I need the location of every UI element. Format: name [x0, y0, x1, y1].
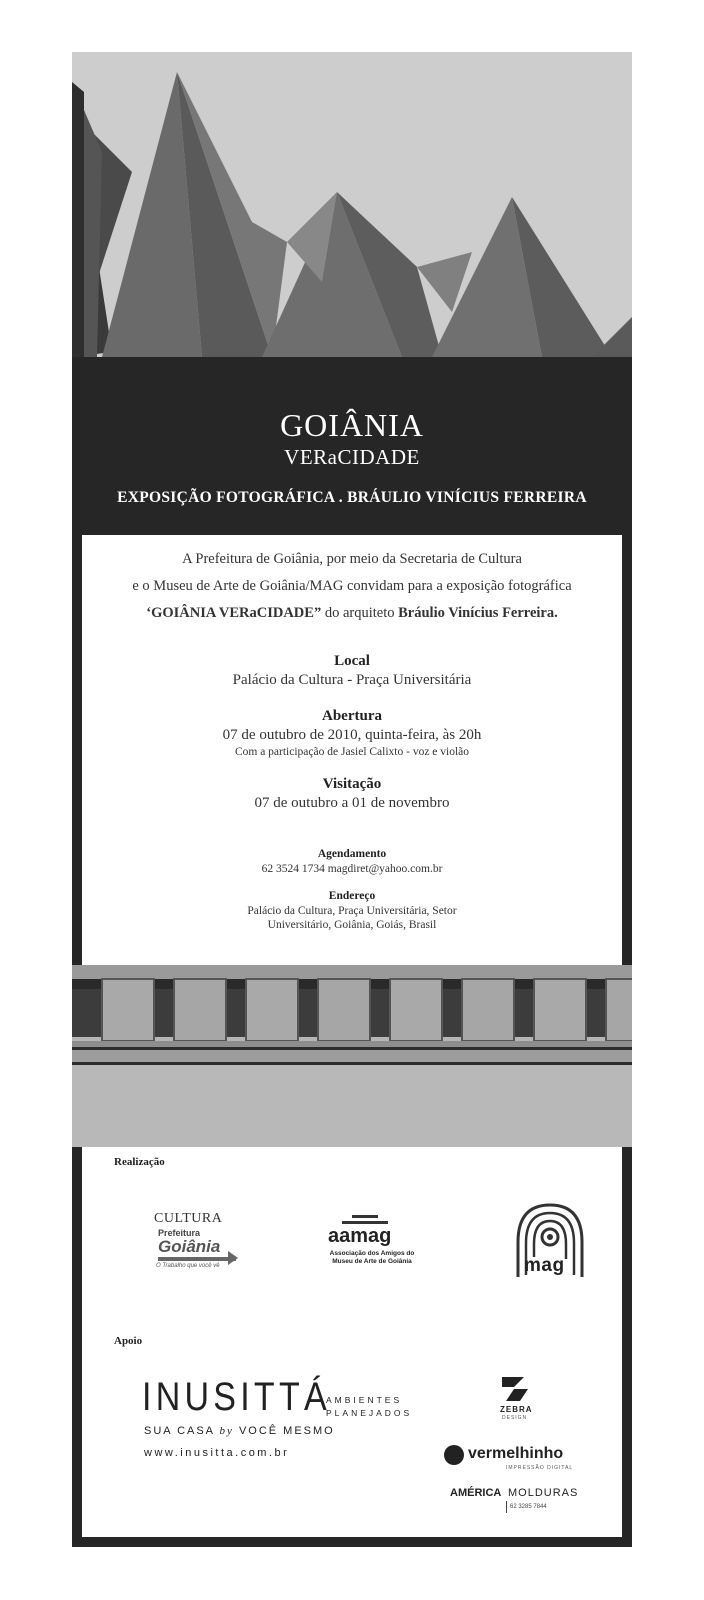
- visitacao-label: Visitação: [322, 776, 382, 792]
- abertura-label: Abertura: [322, 708, 382, 724]
- exhibition-title: GOIÂNIA: [280, 407, 424, 443]
- intro-author: Bráulio Vinícius Ferreira.: [398, 605, 558, 621]
- aamag-line-2: Museu de Arte de Goiânia: [332, 1258, 412, 1265]
- vermelhinho-sub: IMPRESSÃO DIGITAL: [506, 1465, 574, 1471]
- aamag-line-1: Associação dos Amigos do: [329, 1250, 415, 1257]
- prefeitura-word: Prefeitura: [158, 1228, 201, 1238]
- molduras-word: MOLDURAS: [508, 1487, 579, 1499]
- abertura-value: 07 de outubro de 2010, quinta-feira, às 20h: [222, 727, 482, 743]
- aamag-name: aamag: [328, 1225, 392, 1247]
- poster-header: [72, 357, 632, 535]
- visitacao-value: 07 de outubro a 01 de novembro: [254, 795, 450, 811]
- inusitta-tag-by: by: [219, 1425, 234, 1437]
- inusitta-tagline: [144, 1425, 335, 1437]
- vermelhinho-logo: [444, 1443, 604, 1483]
- vermelhinho-dot-icon: [444, 1445, 464, 1465]
- intro-line-1: A Prefeitura de Goiânia, por meio da Secretaria de Cultura: [182, 551, 522, 567]
- spikes-photo: [72, 52, 632, 357]
- goiania-word: Goiânia: [158, 1237, 221, 1256]
- intro-connector: do arquiteto: [321, 605, 399, 621]
- aamag-bar-1: [352, 1215, 378, 1218]
- intro-line-2: e o Museu de Arte de Goiânia/MAG convidam para a exposição fotográfica: [132, 578, 572, 594]
- inusitta-tag-b: VOCÊ MESMO: [238, 1425, 335, 1437]
- cornice-image: [72, 965, 632, 1147]
- inusitta-tag-a: SUA CASA: [144, 1425, 215, 1437]
- endereco-label: Endereço: [328, 890, 376, 902]
- cornice-photo: [72, 965, 632, 1147]
- exhibition-byline: EXPOSIÇÃO FOTOGRÁFICA . BRÁULIO VINÍCIUS FERREIRA: [117, 489, 587, 506]
- apoio-label: Apoio: [114, 1335, 143, 1347]
- zebra-mark-icon: [500, 1375, 530, 1403]
- intro-exhibition-name: ‘GOIÂNIA VERaCIDADE”: [146, 605, 322, 621]
- arrow-icon: [228, 1251, 238, 1265]
- endereco-line-2: Universitário, Goiânia, Goiás, Brasil: [267, 919, 437, 931]
- goiania-underline: [158, 1257, 236, 1261]
- abertura-note: Com a participação de Jasiel Calixto - voz e violão: [234, 746, 470, 758]
- zebra-sub: DESIGN: [502, 1415, 528, 1421]
- cultura-word: CULTURA: [154, 1211, 223, 1226]
- invitation-poster: [72, 52, 632, 1547]
- mag-logo: [510, 1197, 590, 1287]
- zebra-name: ZEBRA: [500, 1405, 533, 1414]
- inusitta-name: INUSITTÁ: [142, 1375, 331, 1419]
- intro-line-3: [82, 605, 622, 622]
- agendamento-label: Agendamento: [317, 848, 387, 860]
- mag-name: mag: [524, 1255, 565, 1276]
- zebra-logo: [490, 1375, 540, 1425]
- realizacao-label: Realização: [114, 1156, 165, 1168]
- exhibition-subtitle: VERaCIDADE: [284, 445, 420, 469]
- america-molduras-logo: [450, 1487, 610, 1521]
- inusitta-ambientes: AMBIENTES: [326, 1395, 403, 1405]
- cultura-goiania-logo: [148, 1211, 258, 1281]
- inusitta-url: www.inusitta.com.br: [144, 1447, 290, 1459]
- america-divider: [506, 1501, 507, 1513]
- sponsors-panel: [82, 1147, 622, 1537]
- aamag-bar-2: [342, 1221, 388, 1224]
- vermelhinho-name: vermelhinho: [468, 1445, 564, 1462]
- top-photo: [72, 52, 632, 357]
- cultura-tagline: O Trabalho que você vê: [156, 1263, 220, 1269]
- america-word: AMÉRICA: [450, 1487, 502, 1499]
- america-phone: 62 3285 7844: [510, 1504, 547, 1510]
- local-value: Palácio da Cultura - Praça Universitária: [232, 672, 472, 688]
- info-panel: [82, 535, 622, 965]
- aamag-logo: [318, 1207, 428, 1287]
- endereco-line-1: Palácio da Cultura, Praça Universitária, Setor: [247, 905, 457, 917]
- agendamento-value: 62 3524 1734 magdiret@yahoo.com.br: [261, 863, 443, 875]
- inusitta-logo: [142, 1375, 422, 1485]
- local-label: Local: [334, 653, 370, 669]
- inusitta-planejados: PLANEJADOS: [326, 1408, 413, 1418]
